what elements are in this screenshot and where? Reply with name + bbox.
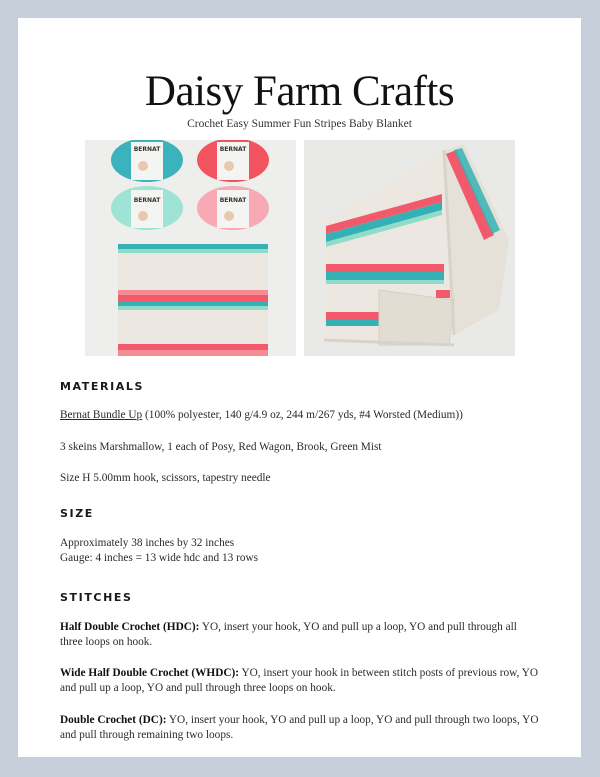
pattern-subtitle: Crochet Easy Summer Fun Stripes Baby Blanket bbox=[187, 118, 412, 130]
folded-blanket-photo bbox=[304, 140, 515, 356]
bernat-bundle-up-link[interactable]: Bernat Bundle Up bbox=[60, 409, 143, 421]
materials-skeins: 3 skeins Marshmallow, 1 each of Posy, Red Wagon, Brook, Green Mist bbox=[60, 441, 382, 453]
stitch-desc: YO, insert your hook, YO and pull up a loop, YO and pull through all three loops on hook. bbox=[60, 621, 517, 648]
folded-blanket-illustration bbox=[304, 140, 515, 356]
yarn-skein-red bbox=[197, 140, 269, 182]
yarn-details: (100% polyester, 140 g/4.9 oz, 244 m/267 yds, #4 Worsted (Medium)) bbox=[142, 409, 463, 421]
materials-tools: Size H 5.00mm hook, scissors, tapestry needle bbox=[60, 472, 271, 484]
materials-heading: MATERIALS bbox=[60, 380, 145, 393]
stitch-desc: YO, insert your hook, YO and pull up a loop, YO and pull through two loops, YO and pull through remaining two loops. bbox=[60, 714, 539, 741]
yarn-and-blanket-illustration bbox=[85, 140, 296, 356]
brand-title: Daisy Farm Crafts bbox=[144, 68, 455, 115]
size-heading: SIZE bbox=[60, 507, 94, 520]
stitches-heading: STITCHES bbox=[60, 591, 133, 604]
pattern-page bbox=[18, 18, 581, 757]
stitch-whdc bbox=[60, 666, 540, 696]
materials-yarn bbox=[60, 408, 560, 423]
folded-blanket bbox=[118, 244, 268, 356]
stitch-desc: YO, insert your hook in between stitch posts of previous row, YO and pull up a loop, YO and pull through three loops on hook. bbox=[60, 667, 539, 694]
yarn-and-blanket-photo bbox=[85, 140, 296, 356]
svg-text:BERNAT: BERNAT bbox=[219, 146, 247, 153]
size-gauge: Gauge: 4 inches = 13 wide hdc and 13 rows bbox=[60, 552, 259, 564]
yarn-skein-mint bbox=[111, 186, 183, 230]
stitch-hdc bbox=[60, 620, 540, 650]
size-dimensions: Approximately 38 inches by 32 inches bbox=[60, 537, 235, 549]
svg-text:BERNAT: BERNAT bbox=[133, 146, 161, 153]
yarn-skein-turquoise bbox=[111, 140, 183, 182]
stitch-name: Wide Half Double Crochet (WHDC): bbox=[60, 667, 240, 679]
yarn-skein-pink bbox=[197, 186, 269, 230]
svg-text:BERNAT: BERNAT bbox=[133, 197, 161, 204]
svg-text:BERNAT: BERNAT bbox=[219, 197, 247, 204]
stitch-dc bbox=[60, 713, 540, 743]
stitch-name: Half Double Crochet (HDC): bbox=[60, 621, 200, 633]
stitch-name: Double Crochet (DC): bbox=[60, 714, 167, 726]
